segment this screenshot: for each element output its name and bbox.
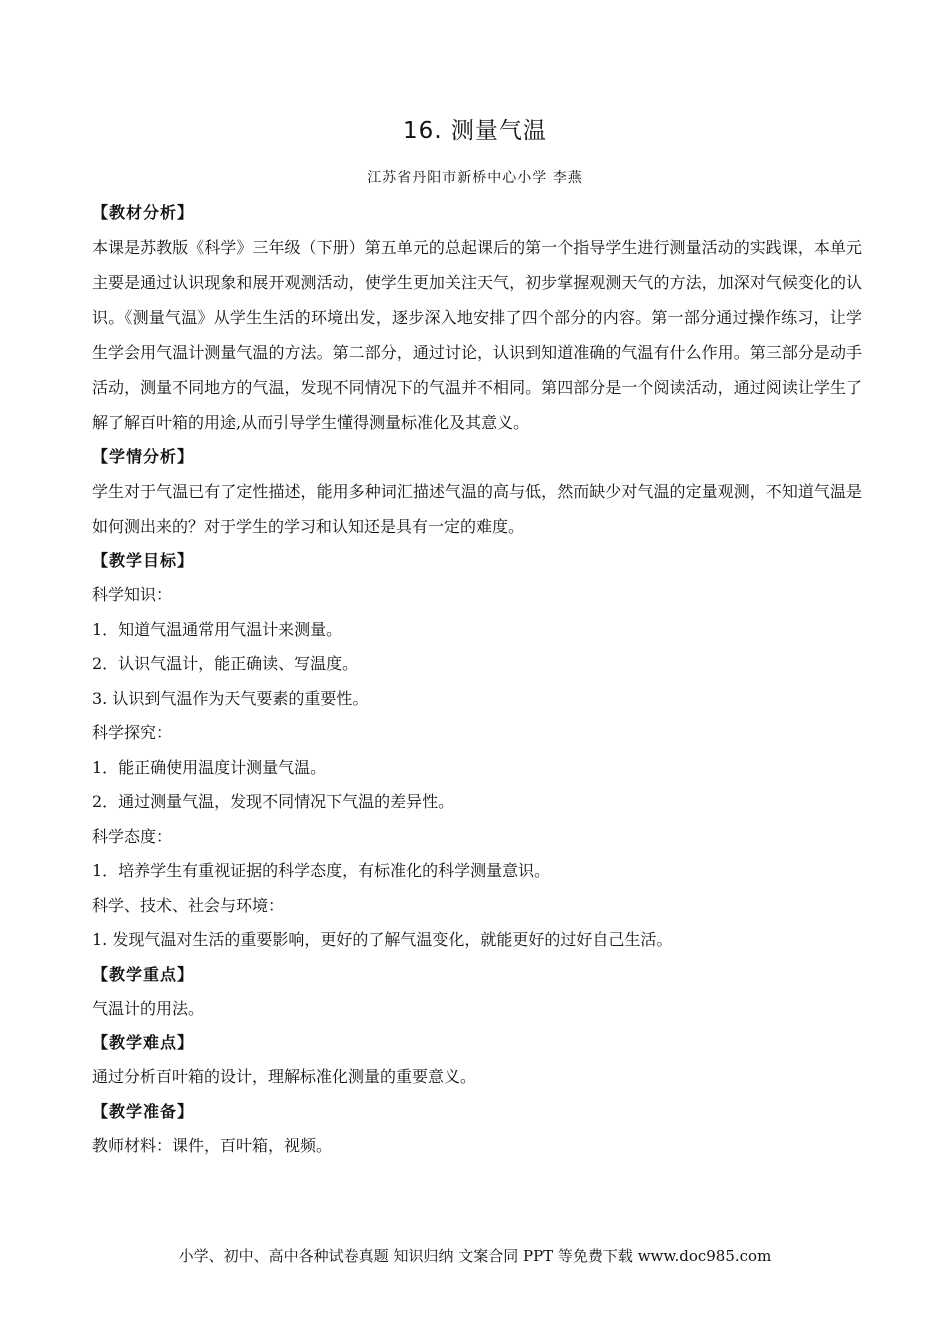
goals-knowledge-item: 1．知道气温通常用气温计来测量。	[92, 619, 343, 639]
author-line: 江苏省丹阳市新桥中心小学 李燕	[367, 170, 583, 186]
goals-society-label: 科学、技术、社会与环境：	[92, 895, 285, 915]
document-body	[92, 196, 862, 1163]
goals-knowledge-label: 科学知识：	[92, 585, 173, 604]
goals-inquiry-item: 1．能正确使用温度计测量气温。	[92, 757, 327, 777]
page-title: 16. 测量气温	[403, 118, 547, 144]
goals-attitude-item: 1．培养学生有重视证据的科学态度，有标准化的科学测量意识。	[92, 861, 551, 880]
heading-key-point: 【教学重点】	[92, 964, 195, 984]
goals-attitude-label: 科学态度：	[92, 826, 173, 846]
heading-analysis: 【教材分析】	[92, 203, 195, 222]
goals-knowledge-item: 2．认识气温计，能正确读、写温度。	[92, 654, 359, 673]
heading-preparation: 【教学准备】	[92, 1101, 195, 1121]
goals-society-item: 1. 发现气温对生活的重要影响，更好的了解气温变化，就能更好的过好自己生活。	[92, 930, 673, 949]
page-footer: 小学、初中、高中各种试卷真题 知识归纳 文案合同 PPT 等免费下载 www.doc985.com	[178, 1247, 772, 1265]
goals-inquiry-item: 2．通过测量气温，发现不同情况下气温的差异性。	[92, 792, 455, 811]
difficulty-text: 通过分析百叶箱的设计，理解标准化测量的重要意义。	[92, 1067, 477, 1086]
goals-inquiry-label: 科学探究：	[92, 723, 173, 742]
paragraph-analysis: 本课是苏教版《科学》三年级（下册）第五单元的总起课后的第一个指导学生进行测量活动的实践课，本单元主要是通过认识现象和展开观测活动，使学生更加关注天气，初步掌握观测天气的方法，加深对气候变化的认识。《测量气温》从学生生活的环境出发，逐步深入地安排了四个部分的内容。第一部分通过操作练习，让学生学会用气温计测量气温的方法。第二部分，通过讨论，认识到知道准确的气温有什么作用。第三部分是动手活动，测量不同地方的气温，发现不同情况下的气温并不相同。第四部分是一个阅读活动，通过阅读让学生了解了解百叶箱的用途,从而引导学生懂得测量标准化及其意义。	[92, 238, 862, 432]
key-point-text: 气温计的用法。	[92, 998, 205, 1018]
goals-knowledge-item: 3. 认识到气温作为天气要素的重要性。	[92, 688, 369, 708]
preparation-text: 教师材料：课件，百叶箱，视频。	[92, 1135, 333, 1155]
heading-students: 【学情分析】	[92, 447, 195, 466]
paragraph-students: 学生对于气温已有了定性描述，能用多种词汇描述气温的高与低，然而缺少对气温的定量观测，不知道气温是如何测出来的？对于学生的学习和认知还是具有一定的难度。	[92, 482, 862, 536]
heading-goals: 【教学目标】	[92, 551, 195, 570]
heading-difficulty: 【教学难点】	[92, 1033, 195, 1052]
